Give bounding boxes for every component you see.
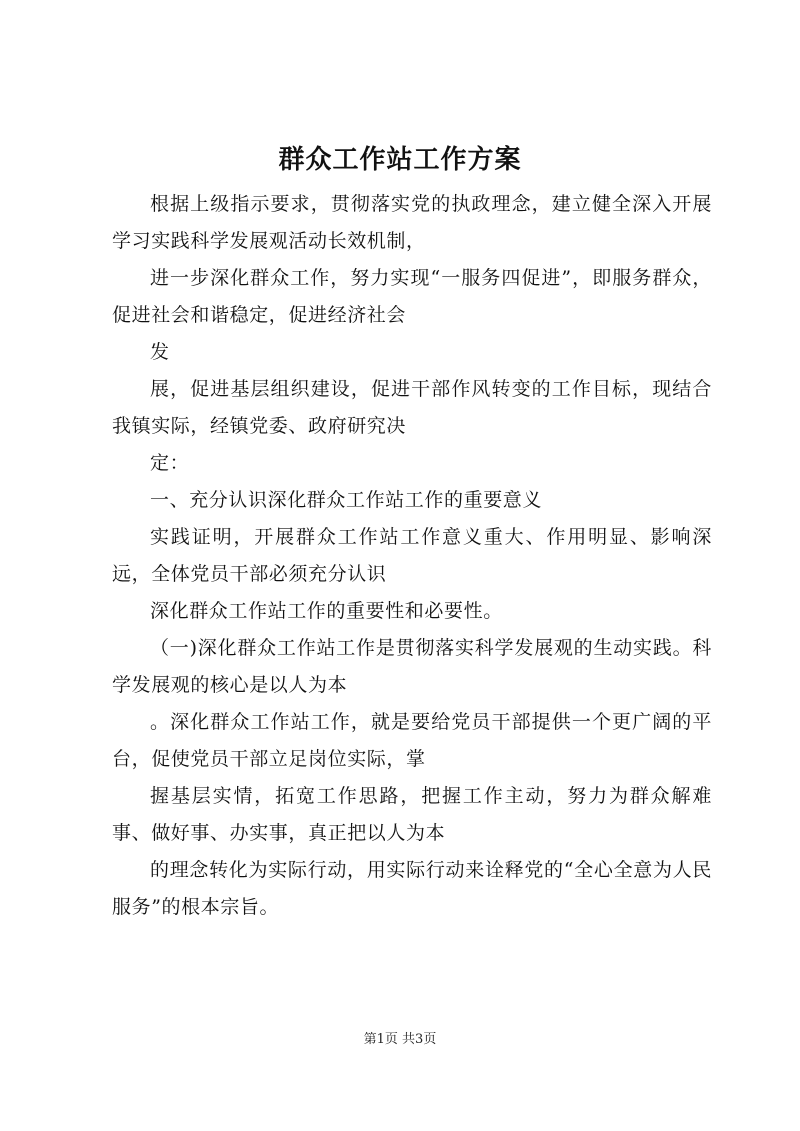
paragraph-4: 展，促进基层组织建设，促进干部作风转变的工作目标，现结合我镇实际，经镇党委、政府研究决 xyxy=(112,378,712,437)
paragraph-5: 定： xyxy=(150,452,190,474)
paragraph-6: 实践证明，开展群众工作站工作意义重大、作用明显、影响深远，全体党员干部必须充分认识 xyxy=(112,526,712,585)
paragraph-3: 发 xyxy=(150,341,170,363)
document-body xyxy=(112,186,712,926)
paragraph-10: 握基层实情，拓宽工作思路，把握工作主动，努力为群众解难事、做好事、办实事，真正把以人为本 xyxy=(112,785,712,844)
paragraph-2: 进一步深化群众工作，努力实现“一服务四促进”，即服务群众，促进社会和谐稳定，促进经济社会 xyxy=(112,267,712,326)
paragraph-1: 根据上级指示要求，贯彻落实党的执政理念，建立健全深入开展学习实践科学发展观活动长效机制， xyxy=(112,193,712,252)
paragraph-11: 的理念转化为实际行动，用实际行动来诠释党的“全心全意为人民服务”的根本宗旨。 xyxy=(112,859,712,918)
paragraph-7: 深化群众工作站工作的重要性和必要性。 xyxy=(150,600,503,622)
section-heading-1: 一、充分认识深化群众工作站工作的重要意义 xyxy=(150,489,543,511)
paragraph-8: （一)深化群众工作站工作是贯彻落实科学发展观的生动实践。科学发展观的核心是以人为本 xyxy=(112,637,712,696)
page-number-footer: 第1页 共3页 xyxy=(363,1032,437,1047)
document-title: 群众工作站工作方案 xyxy=(278,145,522,175)
paragraph-9: 。深化群众工作站工作，就是要给党员干部提供一个更广阔的平台，促使党员干部立足岗位实际，掌 xyxy=(112,711,712,770)
